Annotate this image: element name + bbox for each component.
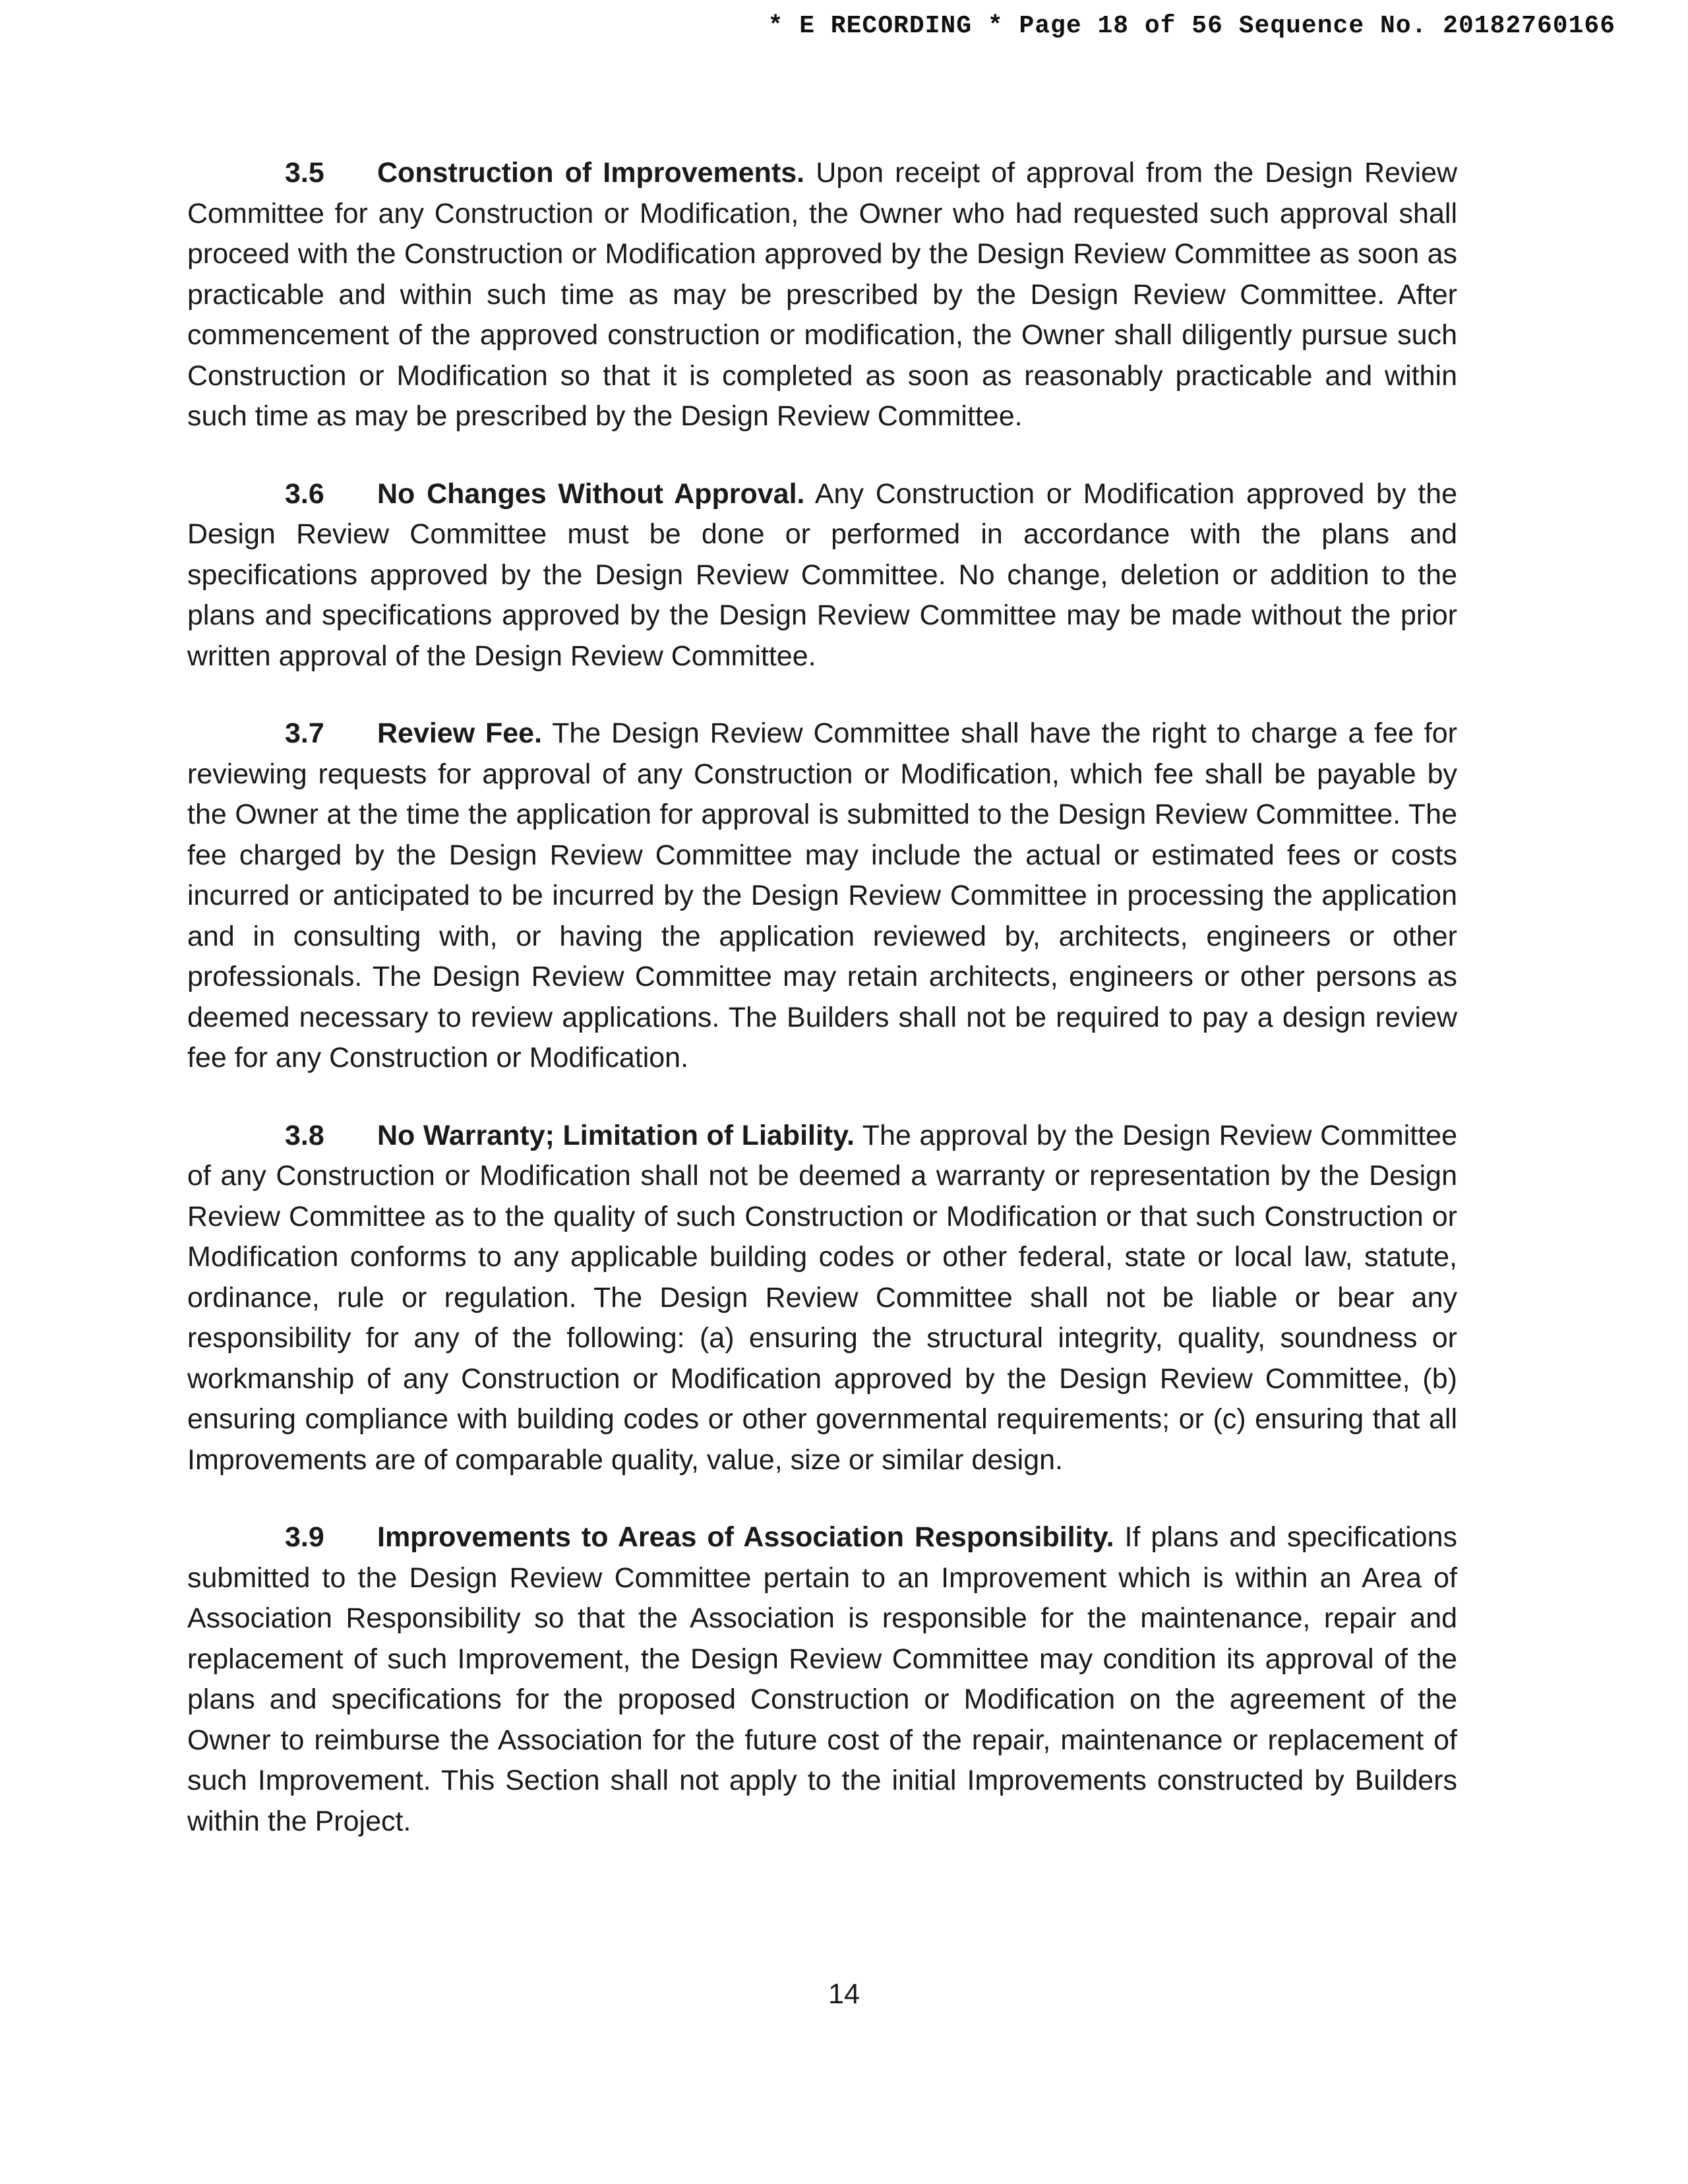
section-3-8 [187, 1116, 1457, 1481]
page-number: 14 [828, 1978, 860, 2010]
section-number: 3.6 [285, 477, 324, 510]
section-body: Any Construction or Modification approved by the Design Review Committee must be done or performed in accordance with the plans and specifications approved by the Design Review Committee. No change, deletion or addition to the plans and specifications approved by the Design Review Committee may be made without the prior written approval of the Design Review Committee. [187, 477, 1457, 672]
section-title: No Changes Without Approval. [377, 477, 805, 510]
section-title: Construction of Improvements. [377, 157, 805, 189]
section-body: The Design Review Committee shall have the right to charge a fee for reviewing requests for approval of any Construction or Modification, which fee shall be payable by the Owner at the time the application for approval is submitted to the Design Review Committee. The fee charged by the Design Review Committee may include the actual or estimated fees or costs incurred or anticipated to be incurred by the Design Review Committee in processing the application and in consulting with, or having the application reviewed by, architects, engineers or other professionals. The Design Review Committee may retain architects, engineers or other persons as deemed necessary to review applications. The Builders shall not be required to pay a design review fee for any Construction or Modification. [187, 717, 1457, 1074]
section-3-5 [187, 153, 1457, 437]
recording-header: * E RECORDING * Page 18 of 56 Sequence No. 20182760166 [768, 12, 1615, 40]
section-3-6 [187, 474, 1457, 677]
section-number: 3.7 [285, 717, 324, 749]
section-number: 3.5 [285, 157, 324, 189]
section-title: No Warranty; Limitation of Liability. [377, 1119, 855, 1151]
section-number: 3.8 [285, 1119, 324, 1151]
section-body: The approval by the Design Review Committee of any Construction or Modification shall not be deemed a warranty or representation by the Design Review Committee as to the quality of such Construction or Modification or that such Construction or Modification conforms to any applicable building codes or other federal, state or local law, statute, ordinance, rule or regulation. The Design Review Committee shall not be liable or bear any responsibility for any of the following: (a) ensuring the structural integrity, quality, soundness or workmanship of any Construction or Modification approved by the Design Review Committee, (b) ensuring compliance with building codes or other governmental requirements; or (c) ensuring that all Improvements are of comparable quality, value, size or similar design. [187, 1119, 1457, 1476]
section-title: Improvements to Areas of Association Responsibility. [377, 1521, 1114, 1553]
section-number: 3.9 [285, 1521, 324, 1553]
section-title: Review Fee. [377, 717, 543, 749]
section-body: If plans and specifications submitted to the Design Review Committee pertain to an Improvement which is within an Area of Association Responsibility so that the Association is responsible for the maintenance, repair and replacement of such Improvement, the Design Review Committee may condition its approval of the plans and specifications for the proposed Construction or Modification on the agreement of the Owner to reimburse the Association for the future cost of the repair, maintenance or replacement of such Improvement. This Section shall not apply to the initial Improvements constructed by Builders within the Project. [187, 1521, 1457, 1837]
document-body [187, 153, 1457, 1879]
section-3-9 [187, 1517, 1457, 1842]
section-body: Upon receipt of approval from the Design Review Committee for any Construction or Modification, the Owner who had requested such approval shall proceed with the Construction or Modification approved by the Design Review Committee as soon as practicable and within such time as may be prescribed by the Design Review Committee. After commencement of the approved construction or modification, the Owner shall diligently pursue such Construction or Modification so that it is completed as soon as reasonably practicable and within such time as may be prescribed by the Design Review Committee. [187, 157, 1457, 432]
section-3-7 [187, 713, 1457, 1079]
